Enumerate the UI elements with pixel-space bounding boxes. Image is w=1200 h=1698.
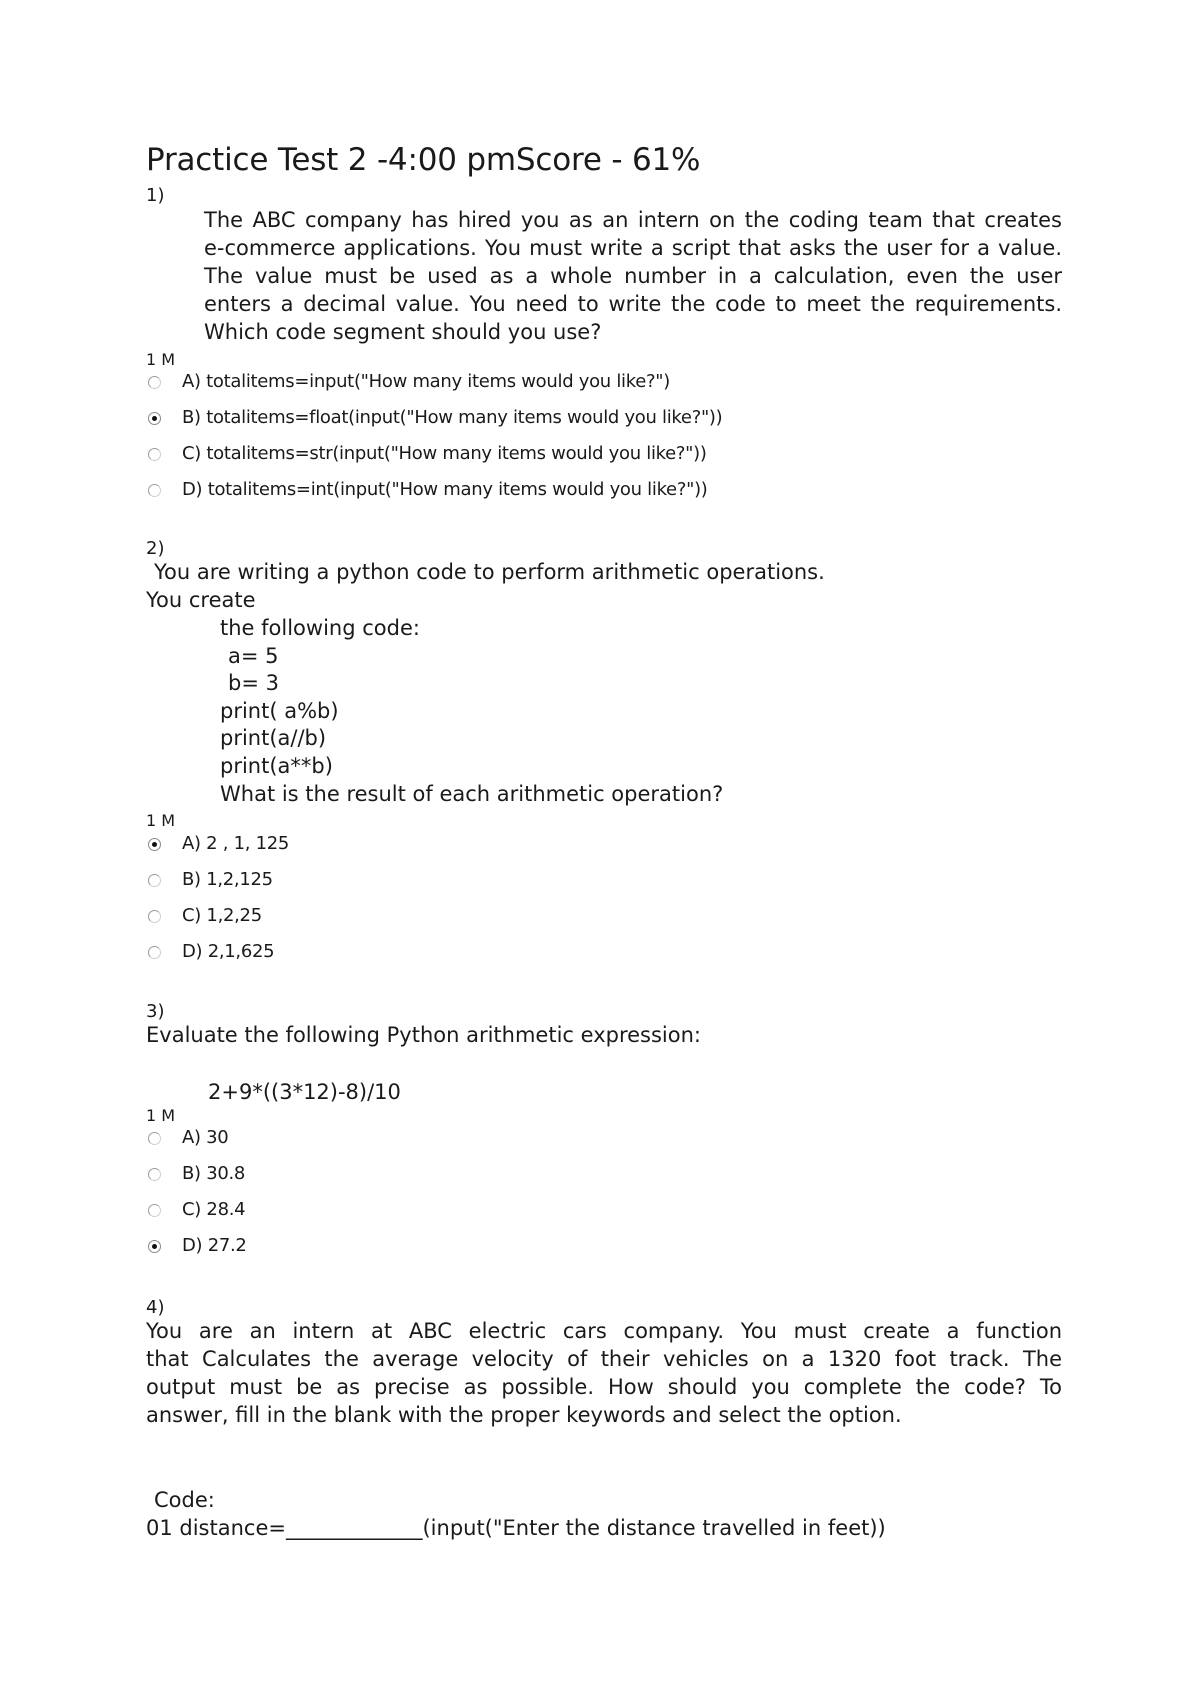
q2-code-line: print( a%b)	[220, 699, 339, 723]
option-label: B) totalitems=float(input("How many items would you like?"))	[182, 407, 723, 428]
q1-marks: 1 M	[146, 350, 176, 369]
option-label: A) 2 , 1, 125	[182, 833, 290, 854]
option-label: B) 1,2,125	[182, 869, 273, 890]
q2-number: 2)	[146, 538, 165, 559]
q4-code-label: Code:	[154, 1488, 215, 1512]
radio-button-selected[interactable]	[148, 838, 161, 851]
radio-button[interactable]	[148, 910, 161, 923]
q1-line: The value must be used as a whole number in a calculation, even the user	[204, 264, 1062, 288]
option-label: A) totalitems=input("How many items would you like?")	[182, 371, 670, 392]
q2-code-line: a= 5	[228, 644, 279, 668]
q4-line: output must be as precise as possible. How should you complete the code? To	[146, 1375, 1062, 1399]
radio-button[interactable]	[148, 484, 161, 497]
q2-intro: You are writing a python code to perform arithmetic operations.	[154, 560, 825, 584]
radio-button-selected[interactable]	[148, 412, 161, 425]
q1-line: Which code segment should you use?	[204, 320, 602, 344]
radio-button[interactable]	[148, 874, 161, 887]
q4-text	[146, 1317, 1062, 1429]
option-label: D) 2,1,625	[182, 941, 275, 962]
radio-button[interactable]	[148, 376, 161, 389]
option-label: C) totalitems=str(input("How many items would you like?"))	[182, 443, 707, 464]
q1-line: e-commerce applications. You must write a script that asks the user for a value.	[204, 236, 1062, 260]
q4-line: answer, fill in the blank with the proper keywords and select the option.	[146, 1403, 902, 1427]
radio-button[interactable]	[148, 448, 161, 461]
q1-line: enters a decimal value. You need to write the code to meet the requirements.	[204, 292, 1062, 316]
q1-text	[204, 206, 1062, 346]
option-label: D) 27.2	[182, 1235, 247, 1256]
q2-marks: 1 M	[146, 811, 176, 830]
option-label: C) 28.4	[182, 1199, 246, 1220]
q1-number: 1)	[146, 185, 165, 206]
q2-code-line: print(a//b)	[220, 726, 327, 750]
q4-line: that Calculates the average velocity of their vehicles on a 1320 foot track. The	[146, 1347, 1062, 1371]
radio-button[interactable]	[148, 946, 161, 959]
option-label: B) 30.8	[182, 1163, 246, 1184]
radio-button[interactable]	[148, 1132, 161, 1145]
q3-marks: 1 M	[146, 1106, 176, 1125]
q4-code-line: 01 distance=_____________(input("Enter the distance travelled in feet))	[146, 1516, 886, 1540]
page-title: Practice Test 2 -4:00 pmScore - 61%	[146, 142, 701, 178]
option-label: D) totalitems=int(input("How many items would you like?"))	[182, 479, 708, 500]
q4-line: You are an intern at ABC electric cars company. You must create a function	[146, 1319, 1062, 1343]
q3-number: 3)	[146, 1001, 165, 1022]
q2-question: What is the result of each arithmetic operation?	[220, 782, 724, 806]
option-label: C) 1,2,25	[182, 905, 262, 926]
radio-button[interactable]	[148, 1168, 161, 1181]
radio-button-selected[interactable]	[148, 1240, 161, 1253]
q2-following: the following code:	[220, 616, 420, 640]
q4-number: 4)	[146, 1297, 165, 1318]
q1-line: The ABC company has hired you as an intern on the coding team that creates	[204, 208, 1062, 232]
q3-expression: 2+9*((3*12)-8)/10	[208, 1080, 401, 1104]
q2-code-line: b= 3	[228, 671, 279, 695]
q2-you-create: You create	[146, 588, 256, 612]
option-label: A) 30	[182, 1127, 229, 1148]
q3-prompt: Evaluate the following Python arithmetic expression:	[146, 1023, 701, 1047]
q2-code-line: print(a**b)	[220, 754, 333, 778]
radio-button[interactable]	[148, 1204, 161, 1217]
